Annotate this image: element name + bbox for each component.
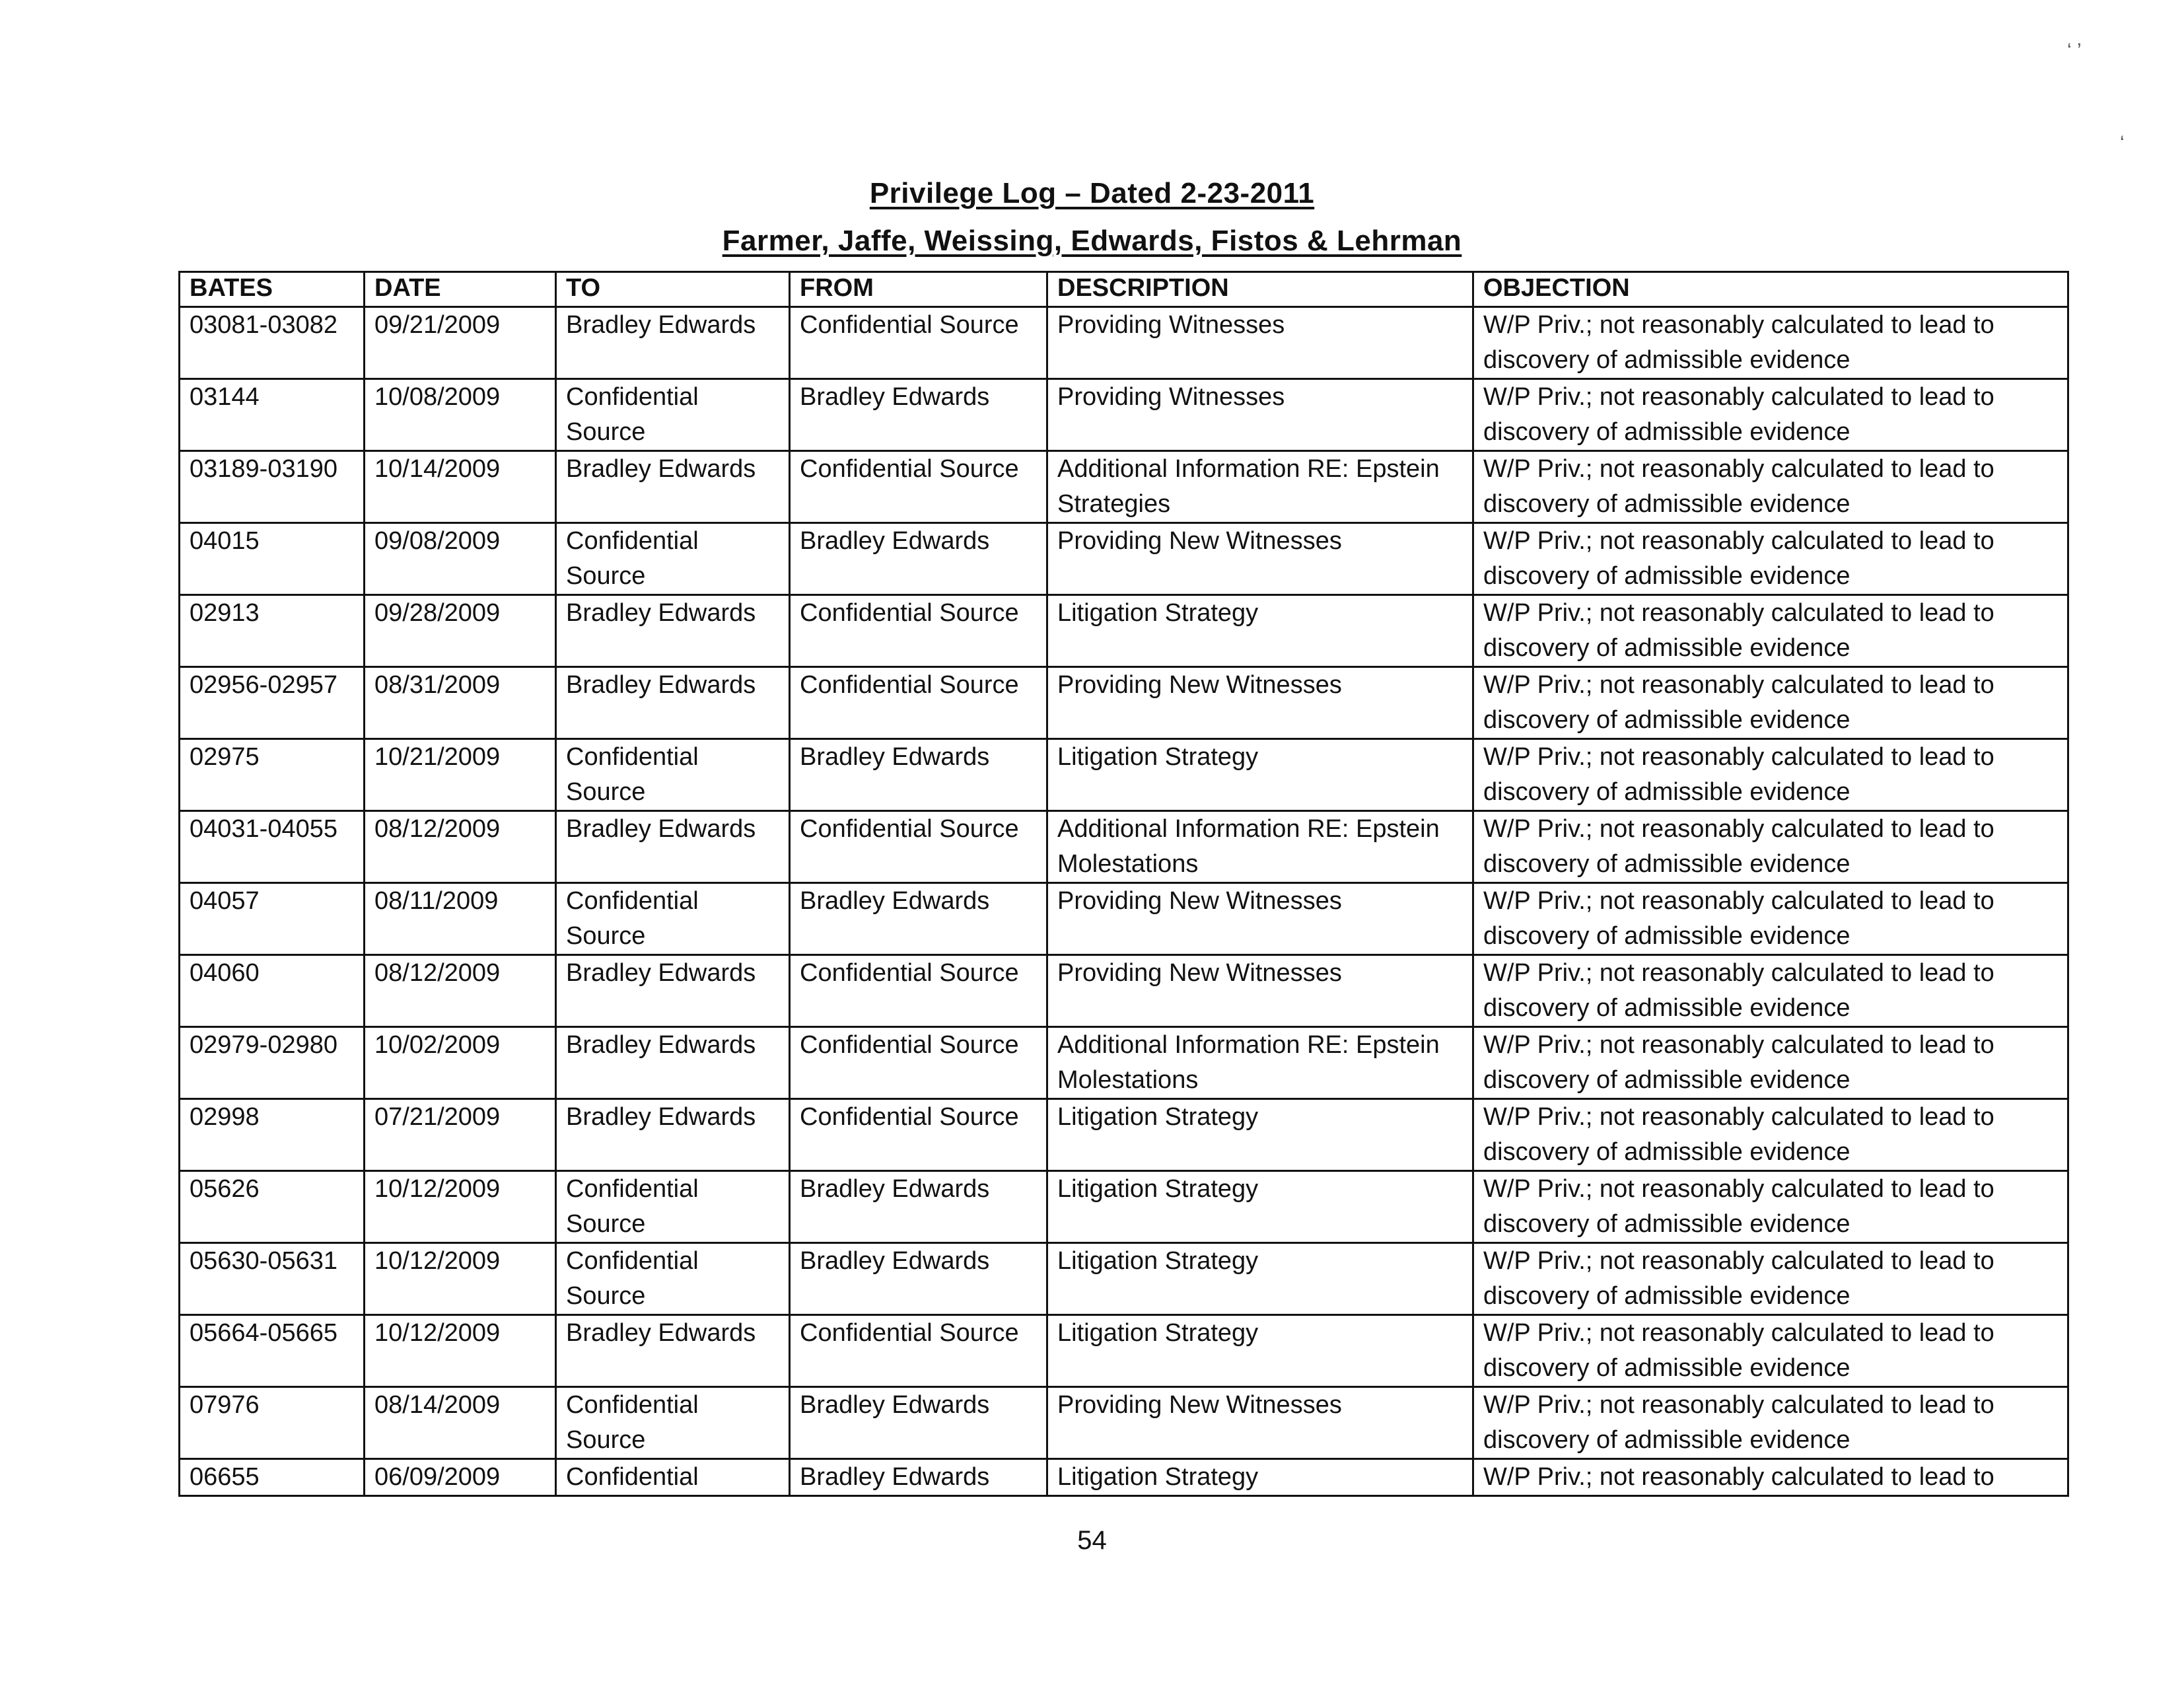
cell-from: Bradley Edwards [790,523,1047,595]
table-body [180,307,2068,1496]
cell-from: Bradley Edwards [790,1459,1047,1496]
cell-objection: W/P Priv.; not reasonably calculated to lead to discovery of admissible evidence [1473,1099,2068,1171]
cell-objection: W/P Priv.; not reasonably calculated to lead to discovery of admissible evidence [1473,1171,2068,1243]
table-row [180,1243,2068,1315]
cell-from: Confidential Source [790,595,1047,667]
cell-from: Confidential Source [790,811,1047,883]
cell-to: Confidential Source [556,523,790,595]
cell-to: Confidential Source [556,379,790,451]
table-row [180,307,2068,379]
cell-from: Bradley Edwards [790,1243,1047,1315]
cell-objection: W/P Priv.; not reasonably calculated to lead to discovery of admissible evidence [1473,379,2068,451]
cell-objection: W/P Priv.; not reasonably calculated to lead to discovery of admissible evidence [1473,955,2068,1027]
cell-date: 10/12/2009 [365,1315,556,1387]
cell-bates: 02979-02980 [180,1027,365,1099]
cell-from: Confidential Source [790,1027,1047,1099]
cell-objection: W/P Priv.; not reasonably calculated to lead to discovery of admissible evidence [1473,1027,2068,1099]
cell-bates: 05630-05631 [180,1243,365,1315]
table-row [180,1459,2068,1496]
table-row [180,595,2068,667]
cell-date: 07/21/2009 [365,1099,556,1171]
scan-mark: ‘ ’ [2067,40,2082,61]
cell-to: Bradley Edwards [556,667,790,739]
cell-description: Litigation Strategy [1047,1243,1473,1315]
cell-bates: 04060 [180,955,365,1027]
cell-description: Providing New Witnesses [1047,955,1473,1027]
cell-to: Bradley Edwards [556,1099,790,1171]
cell-bates: 05664-05665 [180,1315,365,1387]
cell-objection: W/P Priv.; not reasonably calculated to lead to discovery of admissible evidence [1473,739,2068,811]
cell-from: Confidential Source [790,1099,1047,1171]
cell-description: Litigation Strategy [1047,739,1473,811]
cell-date: 10/14/2009 [365,451,556,523]
cell-bates: 02913 [180,595,365,667]
cell-date: 09/08/2009 [365,523,556,595]
cell-objection: W/P Priv.; not reasonably calculated to lead to discovery of admissible evidence [1473,523,2068,595]
document-subtitle: Farmer, Jaffe, Weissing, Edwards, Fistos & Lehrman [722,225,1462,257]
cell-description: Additional Information RE: Epstein Molestations [1047,811,1473,883]
cell-to: Confidential Source [556,1171,790,1243]
cell-description: Providing New Witnesses [1047,883,1473,955]
cell-to: Bradley Edwards [556,595,790,667]
column-header-bates: BATES [180,272,365,307]
table-row [180,739,2068,811]
cell-description: Additional Information RE: Epstein Molestations [1047,1027,1473,1099]
table-row [180,955,2068,1027]
cell-bates: 06655 [180,1459,365,1496]
cell-objection: W/P Priv.; not reasonably calculated to lead to discovery of admissible evidence [1473,1387,2068,1459]
cell-description: Providing New Witnesses [1047,523,1473,595]
privilege-log-table [178,271,2069,1497]
cell-from: Bradley Edwards [790,883,1047,955]
cell-description: Providing Witnesses [1047,379,1473,451]
cell-from: Confidential Source [790,307,1047,379]
cell-to: Bradley Edwards [556,451,790,523]
table-row [180,379,2068,451]
cell-objection: W/P Priv.; not reasonably calculated to lead to discovery of admissible evidence [1473,451,2068,523]
cell-from: Confidential Source [790,1315,1047,1387]
cell-description: Additional Information RE: Epstein Strategies [1047,451,1473,523]
cell-description: Providing Witnesses [1047,307,1473,379]
cell-from: Bradley Edwards [790,739,1047,811]
column-header-description: DESCRIPTION [1047,272,1473,307]
cell-to: Confidential Source [556,1387,790,1459]
cell-objection: W/P Priv.; not reasonably calculated to lead to [1473,1459,2068,1496]
table-row [180,523,2068,595]
cell-objection: W/P Priv.; not reasonably calculated to lead to discovery of admissible evidence [1473,595,2068,667]
cell-from: Bradley Edwards [790,1171,1047,1243]
cell-date: 10/21/2009 [365,739,556,811]
table-row [180,811,2068,883]
cell-bates: 02998 [180,1099,365,1171]
column-header-to: TO [556,272,790,307]
cell-date: 06/09/2009 [365,1459,556,1496]
table-header-row [180,272,2068,307]
cell-from: Bradley Edwards [790,379,1047,451]
cell-date: 09/21/2009 [365,307,556,379]
cell-date: 08/12/2009 [365,811,556,883]
page-number: 54 [1077,1526,1107,1555]
cell-date: 08/11/2009 [365,883,556,955]
cell-description: Litigation Strategy [1047,595,1473,667]
cell-date: 10/08/2009 [365,379,556,451]
table-row [180,667,2068,739]
cell-objection: W/P Priv.; not reasonably calculated to lead to discovery of admissible evidence [1473,883,2068,955]
table-row [180,1027,2068,1099]
cell-date: 10/12/2009 [365,1243,556,1315]
cell-objection: W/P Priv.; not reasonably calculated to lead to discovery of admissible evidence [1473,1315,2068,1387]
cell-date: 08/31/2009 [365,667,556,739]
cell-from: Bradley Edwards [790,1387,1047,1459]
cell-date: 08/14/2009 [365,1387,556,1459]
table-row [180,1315,2068,1387]
cell-bates: 04015 [180,523,365,595]
cell-date: 10/02/2009 [365,1027,556,1099]
cell-bates: 03144 [180,379,365,451]
cell-from: Confidential Source [790,667,1047,739]
cell-to: Confidential Source [556,883,790,955]
cell-bates: 02975 [180,739,365,811]
column-header-date: DATE [365,272,556,307]
cell-description: Litigation Strategy [1047,1099,1473,1171]
column-header-from: FROM [790,272,1047,307]
cell-description: Litigation Strategy [1047,1459,1473,1496]
cell-bates: 04031-04055 [180,811,365,883]
cell-description: Litigation Strategy [1047,1315,1473,1387]
cell-to: Confidential Source [556,1243,790,1315]
cell-bates: 03081-03082 [180,307,365,379]
cell-bates: 07976 [180,1387,365,1459]
cell-to: Bradley Edwards [556,955,790,1027]
document-title: Privilege Log – Dated 2-23-2011 [869,177,1315,209]
cell-to: Bradley Edwards [556,307,790,379]
table-row [180,1171,2068,1243]
cell-description: Providing New Witnesses [1047,1387,1473,1459]
cell-objection: W/P Priv.; not reasonably calculated to lead to discovery of admissible evidence [1473,667,2068,739]
cell-to: Confidential Source [556,739,790,811]
cell-to: Confidential [556,1459,790,1496]
cell-to: Bradley Edwards [556,1027,790,1099]
cell-date: 10/12/2009 [365,1171,556,1243]
cell-from: Confidential Source [790,955,1047,1027]
cell-to: Bradley Edwards [556,1315,790,1387]
cell-objection: W/P Priv.; not reasonably calculated to lead to discovery of admissible evidence [1473,811,2068,883]
cell-to: Bradley Edwards [556,811,790,883]
table-row [180,1387,2068,1459]
cell-objection: W/P Priv.; not reasonably calculated to lead to discovery of admissible evidence [1473,1243,2068,1315]
cell-objection: W/P Priv.; not reasonably calculated to lead to discovery of admissible evidence [1473,307,2068,379]
column-header-objection: OBJECTION [1473,272,2068,307]
cell-description: Litigation Strategy [1047,1171,1473,1243]
table-row [180,1099,2068,1171]
table-row [180,451,2068,523]
cell-date: 09/28/2009 [365,595,556,667]
scan-mark: ‘ [2120,132,2125,154]
cell-bates: 05626 [180,1171,365,1243]
cell-date: 08/12/2009 [365,955,556,1027]
cell-from: Confidential Source [790,451,1047,523]
cell-bates: 04057 [180,883,365,955]
cell-bates: 02956-02957 [180,667,365,739]
cell-bates: 03189-03190 [180,451,365,523]
cell-description: Providing New Witnesses [1047,667,1473,739]
table-row [180,883,2068,955]
